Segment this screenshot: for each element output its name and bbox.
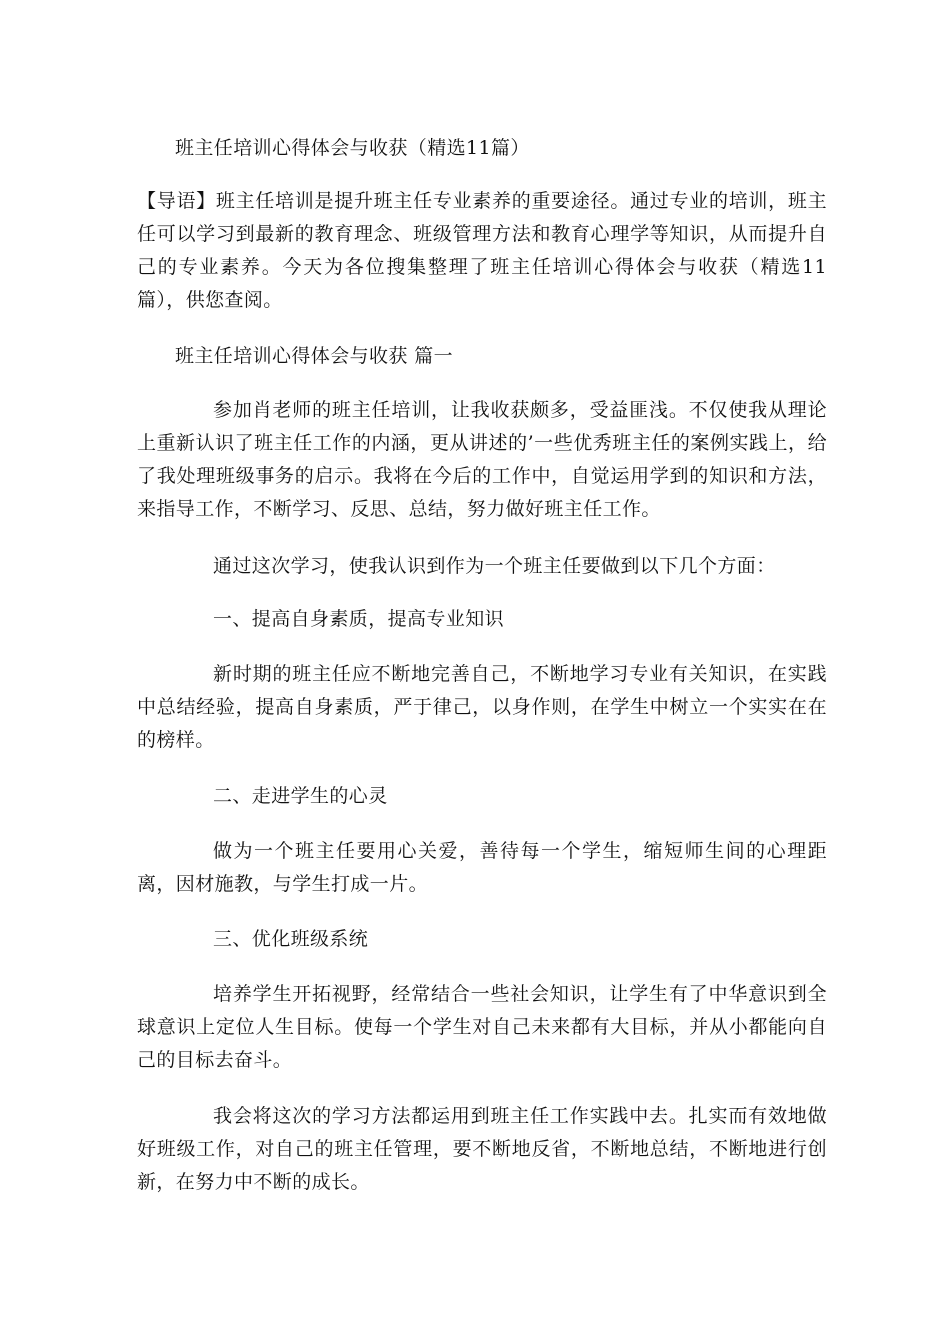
heading-2: 二、走进学生的心灵 — [213, 785, 388, 807]
paragraph-5: 培养学生开拓视野，经常结合一些社会知识，让学生有了中华意识到全球意识上定位人生目标。使每一个学生对自己未来都有大目标，并从小都能向自己的目标去奋斗。 — [137, 983, 827, 1071]
paragraph-2: 通过这次学习，使我认识到作为一个班主任要做到以下几个方面： — [213, 555, 776, 577]
intro-paragraph: 【导语】班主任培训是提升班主任专业素养的重要途径。通过专业的培训，班主任可以学习到最新的教育理念、班级管理方法和教育心理学等知识，从而提升自己的专业素养。今天为各位搜集整理了班主任培训心得体会与收获（精选11篇），供您查阅。 — [137, 190, 827, 311]
heading-1: 一、提高自身素质，提高专业知识 — [213, 608, 505, 630]
section-title: 班主任培训心得体会与收获 篇一 — [175, 345, 454, 367]
document-title: 班主任培训心得体会与收获（精选11篇） — [175, 137, 530, 159]
paragraph-3: 新时期的班主任应不断地完善自己，不断地学习专业有关知识，在实践中总结经验，提高自身素质，严于律己，以身作则，在学生中树立一个实实在在的榜样。 — [137, 663, 827, 751]
paragraph-4: 做为一个班主任要用心关爱，善待每一个学生，缩短师生间的心理距离，因材施教，与学生打成一片。 — [137, 840, 827, 895]
paragraph-1: 参加肖老师的班主任培训，让我收获颇多，受益匪浅。不仅使我从理论上重新认识了班主任工作的内涵，更从讲述的’一些优秀班主任的案例实践上，给了我处理班级事务的启示。我将在今后的工作中，自觉运用学到的知识和方法，来指导工作，不断学习、反思、总结，努力做好班主任工作。 — [137, 399, 827, 520]
paragraph-6: 我会将这次的学习方法都运用到班主任工作实践中去。扎实而有效地做好班级工作，对自己的班主任管理，要不断地反省，不断地总结，不断地进行创新，在努力中不断的成长。 — [137, 1105, 827, 1193]
heading-3: 三、优化班级系统 — [213, 928, 369, 950]
